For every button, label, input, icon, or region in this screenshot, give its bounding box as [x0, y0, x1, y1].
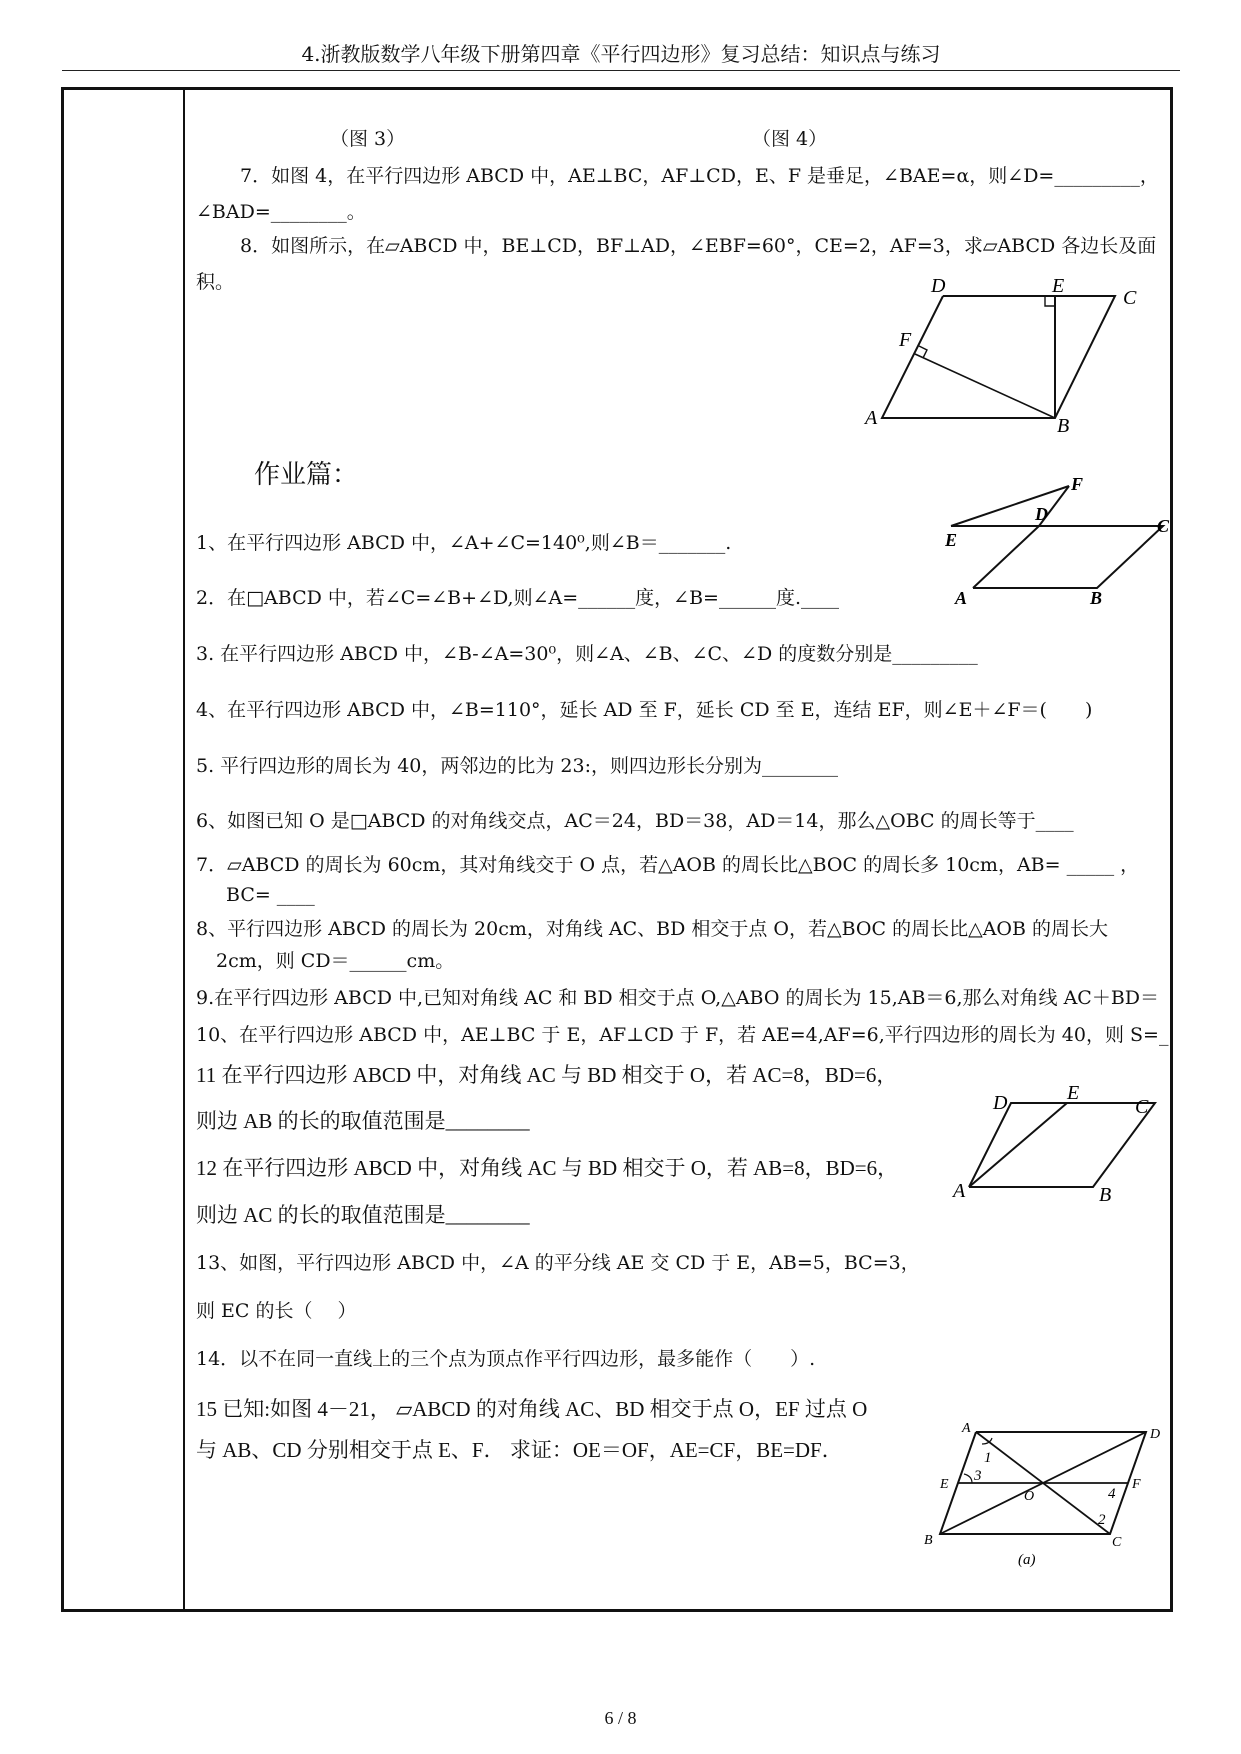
- hw13-label-a: A: [953, 1180, 966, 1202]
- exercise-8-line1: 8．如图所示，在▱ABCD 中，BE⊥CD，BF⊥AD，∠EBF=60°，CE=2，AF=3，求▱ABCD 各边长及面: [240, 235, 1157, 257]
- homework-item-11-line1: 11 在平行四边形 ABCD 中，对角线 AC 与 BD 相交于 O，若 AC=8，BD=6，: [196, 1063, 898, 1087]
- hw15-label-d: D: [1150, 1427, 1161, 1442]
- hw15-angle-4: 4: [1108, 1486, 1116, 1502]
- exercise-7-line2: ∠BAD=________。: [196, 201, 366, 223]
- hw15-angle-3: 3: [974, 1468, 982, 1484]
- figure-ex8-parallelogram: [855, 276, 1155, 436]
- homework-item-8-line2: 2cm，则 CD＝______cm。: [216, 950, 455, 972]
- hw15-label-o: O: [1024, 1489, 1035, 1504]
- caption-fig4: （图 4）: [752, 128, 828, 150]
- homework-item-7-line1: 7．▱ABCD 的周长为 60cm，其对角线交于 O 点，若△AOB 的周长比△BOC 的周长多 10cm，AB= _____ ，: [196, 854, 1140, 876]
- hw4-label-f: F: [1071, 474, 1084, 494]
- homework-item-14: 14．以不在同一直线上的三个点为顶点作平行四边形，最多能作（ ）.: [196, 1348, 816, 1370]
- table-column-divider: [183, 87, 185, 1612]
- homework-item-7-line2: BC= ____: [226, 884, 315, 906]
- hw13-label-e: E: [1067, 1082, 1080, 1104]
- hw15-label-b: B: [924, 1533, 933, 1548]
- figure-hw13-parallelogram: [945, 1075, 1175, 1205]
- fig8-label-e: E: [1052, 276, 1065, 297]
- homework-item-3: 3. 在平行四边形 ABCD 中，∠B-∠A=30⁰，则∠A、∠B、∠C、∠D 的度数分别是_________: [196, 643, 978, 665]
- page-number: 6 / 8: [604, 1708, 637, 1728]
- fig8-label-c: C: [1123, 287, 1137, 309]
- hw15-angle-1: 1: [984, 1450, 992, 1466]
- hw4-label-e: E: [945, 530, 958, 550]
- hw4-label-a: A: [955, 588, 968, 608]
- hw15-label-a: A: [962, 1421, 971, 1436]
- fig8-label-f: F: [899, 329, 912, 351]
- homework-item-9: 9.在平行四边形 ABCD 中,已知对角线 AC 和 BD 相交于点 O,△ABO 的周长为 15,AB＝6,那么对角线 AC＋BD＝: [196, 987, 1160, 1009]
- exercise-8-line2: 积。: [196, 271, 235, 293]
- homework-item-15-line2: 与 AB、CD 分别相交于点 E、F． 求证：OE＝OF，AE=CF，BE=DF．: [196, 1438, 843, 1462]
- hw4-label-b: B: [1090, 588, 1103, 608]
- fig8-label-a: A: [865, 407, 878, 429]
- figure-hw4-parallelogram: [945, 470, 1175, 610]
- homework-item-10: 10、在平行四边形 ABCD 中，AE⊥BC 于 E，AF⊥CD 于 F，若 AE=4,AF=6,平行四边形的周长为 40，则 S=_: [196, 1024, 1169, 1046]
- page-header-title: 4.浙教版数学八年级下册第四章《平行四边形》复习总结：知识点与练习: [301, 42, 941, 66]
- homework-item-6: 6、如图已知 O 是□ABCD 的对角线交点，AC＝24，BD＝38，AD＝14，那么△OBC 的周长等于____: [196, 810, 1074, 832]
- exercise-7-line1: 7．如图 4，在平行四边形 ABCD 中，AE⊥BC，AF⊥CD，E、F 是垂足，∠BAE=α，则∠D=_________，: [240, 165, 1159, 187]
- hw15-caption: (a): [1018, 1552, 1036, 1568]
- hw15-label-e: E: [940, 1477, 949, 1492]
- fig8-label-b: B: [1057, 415, 1070, 436]
- homework-item-1: 1、在平行四边形 ABCD 中，∠A+∠C=140⁰,则∠B＝_______.: [196, 532, 732, 554]
- figure-hw15-parallelogram: [920, 1420, 1170, 1590]
- homework-item-13-line1: 13、如图，平行四边形 ABCD 中，∠A 的平分线 AE 交 CD 于 E，AB=5，BC=3，: [196, 1252, 920, 1274]
- homework-item-11-line2: 则边 AB 的长的取值范围是________: [196, 1109, 530, 1133]
- hw15-angle-2: 2: [1098, 1512, 1106, 1528]
- homework-item-4: 4、在平行四边形 ABCD 中，∠B=110°，延长 AD 至 F，延长 CD 至 E，连结 EF，则∠E＋∠F＝( ): [196, 699, 1093, 721]
- homework-item-15-line1: 15 已知:如图 4－21， ▱ABCD 的对角线 AC、BD 相交于点 O，EF 过点 O: [196, 1397, 868, 1421]
- homework-item-12-line2: 则边 AC 的长的取值范围是________: [196, 1203, 530, 1227]
- hw13-label-c: C: [1135, 1096, 1149, 1118]
- homework-item-8-line1: 8、平行四边形 ABCD 的周长为 20cm，对角线 AC、BD 相交于点 O，若△BOC 的周长比△AOB 的周长大: [196, 918, 1108, 940]
- caption-fig3: （图 3）: [330, 128, 406, 150]
- hw15-label-c: C: [1112, 1535, 1122, 1550]
- homework-item-2: 2．在□ABCD 中，若∠C=∠B+∠D,则∠A=______度，∠B=______度.____: [196, 587, 839, 609]
- homework-item-12-line1: 12 在平行四边形 ABCD 中，对角线 AC 与 BD 相交于 O，若 AB=8，BD=6，: [196, 1156, 899, 1180]
- homework-item-13-line2: 则 EC 的长（ ）: [196, 1300, 357, 1322]
- hw4-label-d: D: [1035, 504, 1048, 524]
- hw13-label-d: D: [993, 1092, 1008, 1114]
- hw4-label-c: C: [1157, 516, 1170, 536]
- header-rule: [62, 70, 1180, 71]
- homework-item-5: 5. 平行四边形的周长为 40，两邻边的比为 23:，则四边形长分别为________: [196, 755, 839, 777]
- hw13-label-b: B: [1099, 1184, 1112, 1205]
- fig8-label-d: D: [931, 276, 946, 297]
- homework-heading: 作业篇：: [254, 460, 359, 490]
- hw15-label-f: F: [1132, 1477, 1141, 1492]
